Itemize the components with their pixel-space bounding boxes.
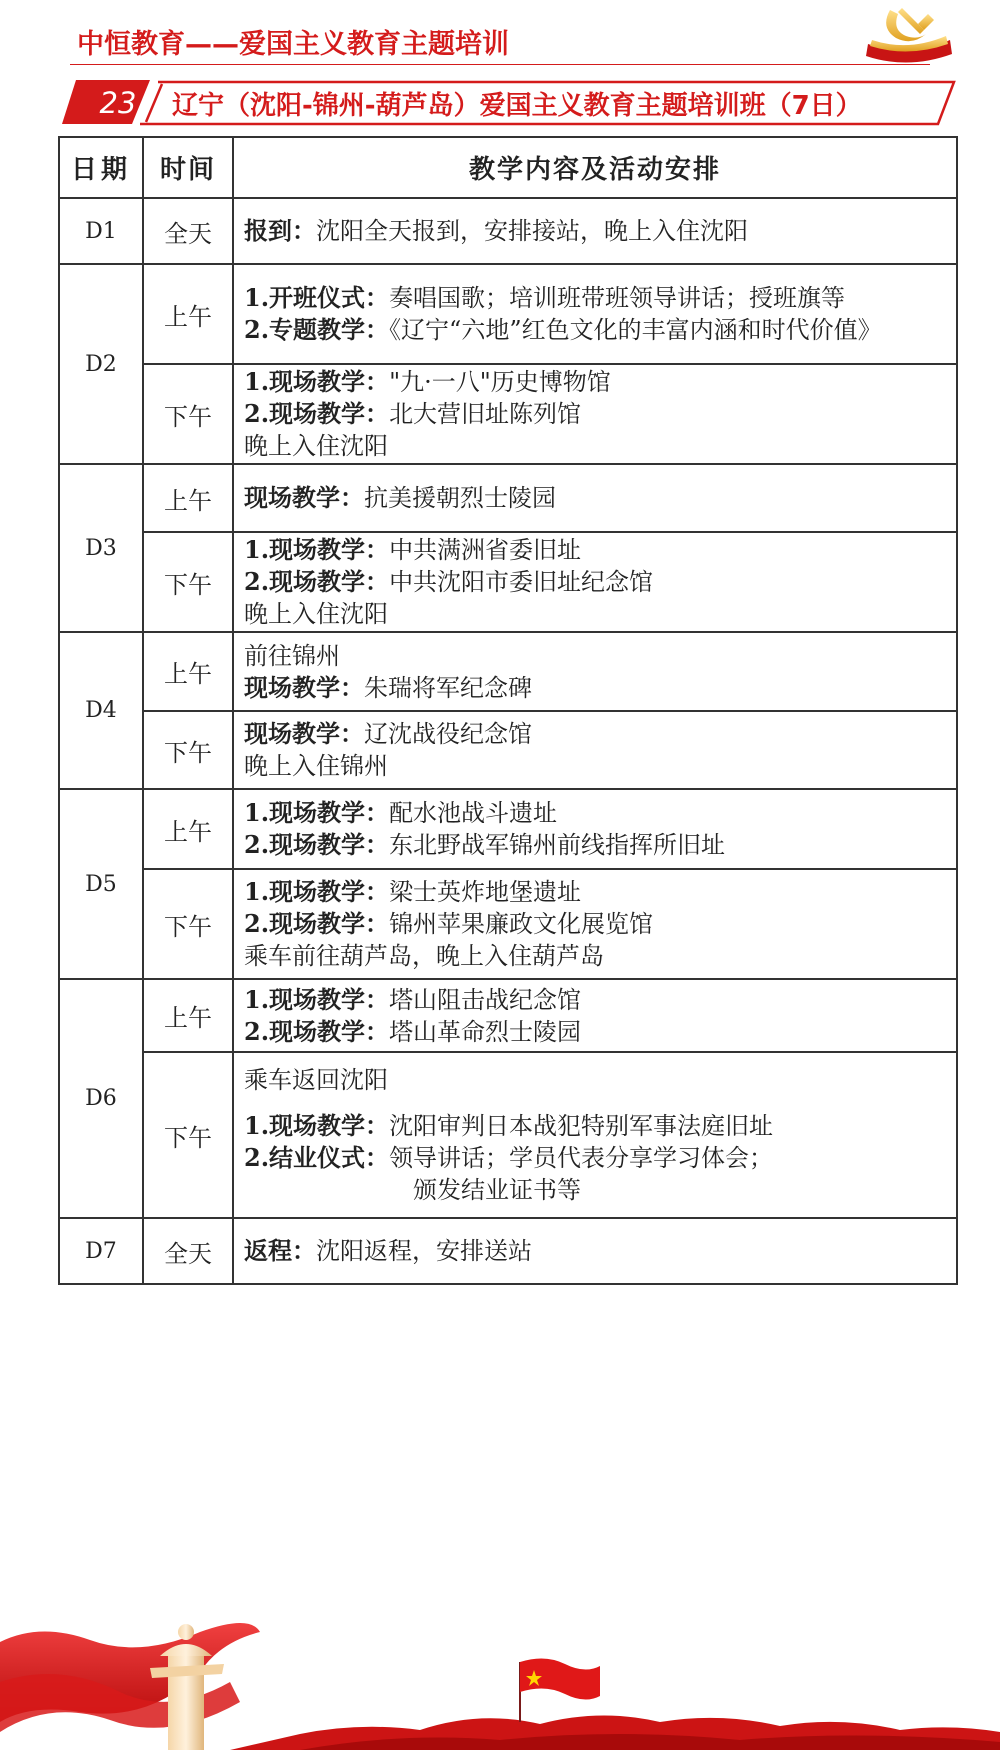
content-label: 1.现场教学：	[244, 535, 390, 564]
content-label: 2.现场教学：	[244, 830, 390, 859]
content-cell	[233, 464, 957, 532]
content-line	[244, 984, 942, 1016]
content-line	[244, 215, 942, 247]
table-row	[59, 1218, 957, 1284]
time-cell: 上午	[143, 264, 233, 364]
time-cell: 上午	[143, 464, 233, 532]
content-cell	[233, 364, 957, 464]
content-text: 锦州苹果廉政文化展览馆	[389, 910, 654, 938]
table-row	[59, 464, 957, 532]
content-label: 1.现场教学：	[244, 367, 390, 396]
content-label: 1.现场教学：	[244, 1111, 390, 1140]
table-row	[59, 869, 957, 979]
header-divider	[70, 64, 930, 65]
content-line	[244, 1142, 942, 1174]
table-row	[59, 789, 957, 869]
time-cell: 上午	[143, 979, 233, 1052]
brand-title: 中恒教育——爱国主义教育主题培训	[77, 29, 509, 60]
content-text: 梁士英炸地堡遗址	[389, 878, 582, 906]
content-text: 乘车返回沈阳	[244, 1066, 388, 1094]
schedule-table	[58, 136, 958, 1285]
content-line	[244, 430, 942, 462]
content-label: 1.现场教学：	[244, 877, 390, 906]
content-cell	[233, 869, 957, 979]
content-line	[244, 940, 942, 972]
table-row	[59, 979, 957, 1052]
content-cell	[233, 264, 957, 364]
content-text: 塔山阻击战纪念馆	[389, 985, 582, 1014]
party-emblem-icon	[862, 0, 954, 66]
content-line	[244, 282, 942, 314]
table-row	[59, 532, 957, 632]
header-time: 时间	[143, 137, 233, 198]
time-cell: 下午	[143, 364, 233, 464]
content-text: 沈阳审判日本战犯特别军事法庭旧址	[389, 1112, 774, 1140]
content-text: 抗美援朝烈士陵园	[364, 484, 556, 512]
content-line	[244, 1235, 942, 1267]
content-text: 沈阳返程，安排送站	[316, 1237, 532, 1265]
day-cell: D1	[59, 198, 143, 264]
time-cell: 下午	[143, 711, 233, 789]
day-cell: D6	[59, 979, 143, 1218]
content-text: 奏唱国歌；培训班带班领导讲话；授班旗等	[389, 284, 846, 312]
header-date: 日期	[59, 137, 143, 198]
content-text: 配水池战斗遗址	[389, 799, 558, 827]
table-row	[59, 1052, 957, 1218]
content-cell	[233, 532, 957, 632]
content-label: 1.开班仪式：	[244, 283, 390, 312]
time-cell: 上午	[143, 789, 233, 869]
content-line	[244, 1064, 942, 1096]
content-cell	[233, 198, 957, 264]
content-text: 乘车前往葫芦岛，晚上入住葫芦岛	[244, 942, 604, 970]
content-label: 2.现场教学：	[244, 1016, 390, 1046]
content-text: 沈阳全天报到，安排接站，晚上入住沈阳	[316, 217, 748, 245]
program-title: 辽宁（沈阳-锦州-葫芦岛）爱国主义教育主题培训班（7日）	[172, 91, 862, 121]
content-line	[244, 566, 942, 598]
content-label: 2.结业仪式：	[244, 1143, 390, 1172]
table-row	[59, 198, 957, 264]
content-line	[244, 482, 942, 514]
content-line	[244, 1016, 942, 1048]
content-text: "九·一八"历史博物馆	[389, 368, 611, 396]
time-cell: 全天	[143, 198, 233, 264]
content-text: 塔山革命烈士陵园	[389, 1017, 582, 1046]
content-line	[244, 908, 942, 940]
line-gap	[244, 1096, 942, 1110]
content-label: 2.现场教学：	[244, 399, 390, 428]
content-label: 1.现场教学：	[244, 798, 390, 827]
content-label: 现场教学：	[244, 719, 364, 748]
time-cell: 下午	[143, 869, 233, 979]
content-line	[244, 398, 942, 430]
table-header-row	[59, 137, 957, 198]
content-text: 《辽宁“六地”红色文化的丰富内涵和时代价值》	[389, 316, 882, 344]
content-line	[244, 314, 942, 346]
content-line	[244, 640, 942, 672]
content-text: 中共沈阳市委旧址纪念馆	[389, 568, 654, 596]
day-cell: D2	[59, 264, 143, 464]
content-line	[244, 534, 942, 566]
content-label: 现场教学：	[244, 483, 364, 512]
content-cell	[233, 1218, 957, 1284]
content-text: 东北野战军锦州前线指挥所旧址	[389, 831, 726, 859]
content-text: 晚上入住沈阳	[244, 600, 388, 628]
content-line	[244, 750, 942, 782]
time-cell: 上午	[143, 632, 233, 711]
content-label: 1.现场教学：	[244, 984, 390, 1014]
content-line	[244, 366, 942, 398]
program-number: 23	[99, 86, 137, 120]
day-cell: D7	[59, 1218, 143, 1284]
content-cell	[233, 632, 957, 711]
content-line	[244, 1174, 942, 1206]
content-label: 现场教学：	[244, 672, 364, 702]
content-text: 晚上入住沈阳	[244, 432, 388, 460]
content-line	[244, 1110, 942, 1142]
content-text: 晚上入住锦州	[244, 752, 388, 780]
content-line	[244, 718, 942, 750]
content-line	[244, 876, 942, 908]
content-text: 颁发结业证书等	[413, 1176, 581, 1204]
content-cell	[233, 711, 957, 789]
content-label: 报到：	[244, 216, 316, 245]
content-cell	[233, 1052, 957, 1218]
content-text: 领导讲话；学员代表分享学习体会；	[389, 1144, 774, 1172]
flag-ribbon-pillar-icon	[0, 1612, 1000, 1750]
table-row	[59, 264, 957, 364]
day-cell: D4	[59, 632, 143, 789]
content-line	[244, 797, 942, 829]
table-row	[59, 364, 957, 464]
content-text: 朱瑞将军纪念碑	[364, 673, 532, 702]
content-text: 中共满洲省委旧址	[389, 536, 582, 564]
content-label: 返程：	[244, 1236, 316, 1265]
content-cell	[233, 789, 957, 869]
content-label: 2.专题教学：	[244, 315, 390, 344]
time-cell: 下午	[143, 1052, 233, 1218]
day-cell: D5	[59, 789, 143, 979]
table-row	[59, 632, 957, 711]
day-cell: D3	[59, 464, 143, 632]
content-line	[244, 598, 942, 630]
content-label: 2.现场教学：	[244, 909, 390, 938]
content-text: 辽沈战役纪念馆	[364, 720, 532, 748]
header-content: 教学内容及活动安排	[233, 137, 957, 198]
content-text: 前往锦州	[244, 641, 340, 670]
table-row	[59, 711, 957, 789]
content-label: 2.现场教学：	[244, 567, 390, 596]
time-cell: 全天	[143, 1218, 233, 1284]
time-cell: 下午	[143, 532, 233, 632]
content-cell	[233, 979, 957, 1052]
content-line	[244, 672, 942, 704]
content-text: 北大营旧址陈列馆	[389, 400, 582, 428]
content-line	[244, 829, 942, 861]
